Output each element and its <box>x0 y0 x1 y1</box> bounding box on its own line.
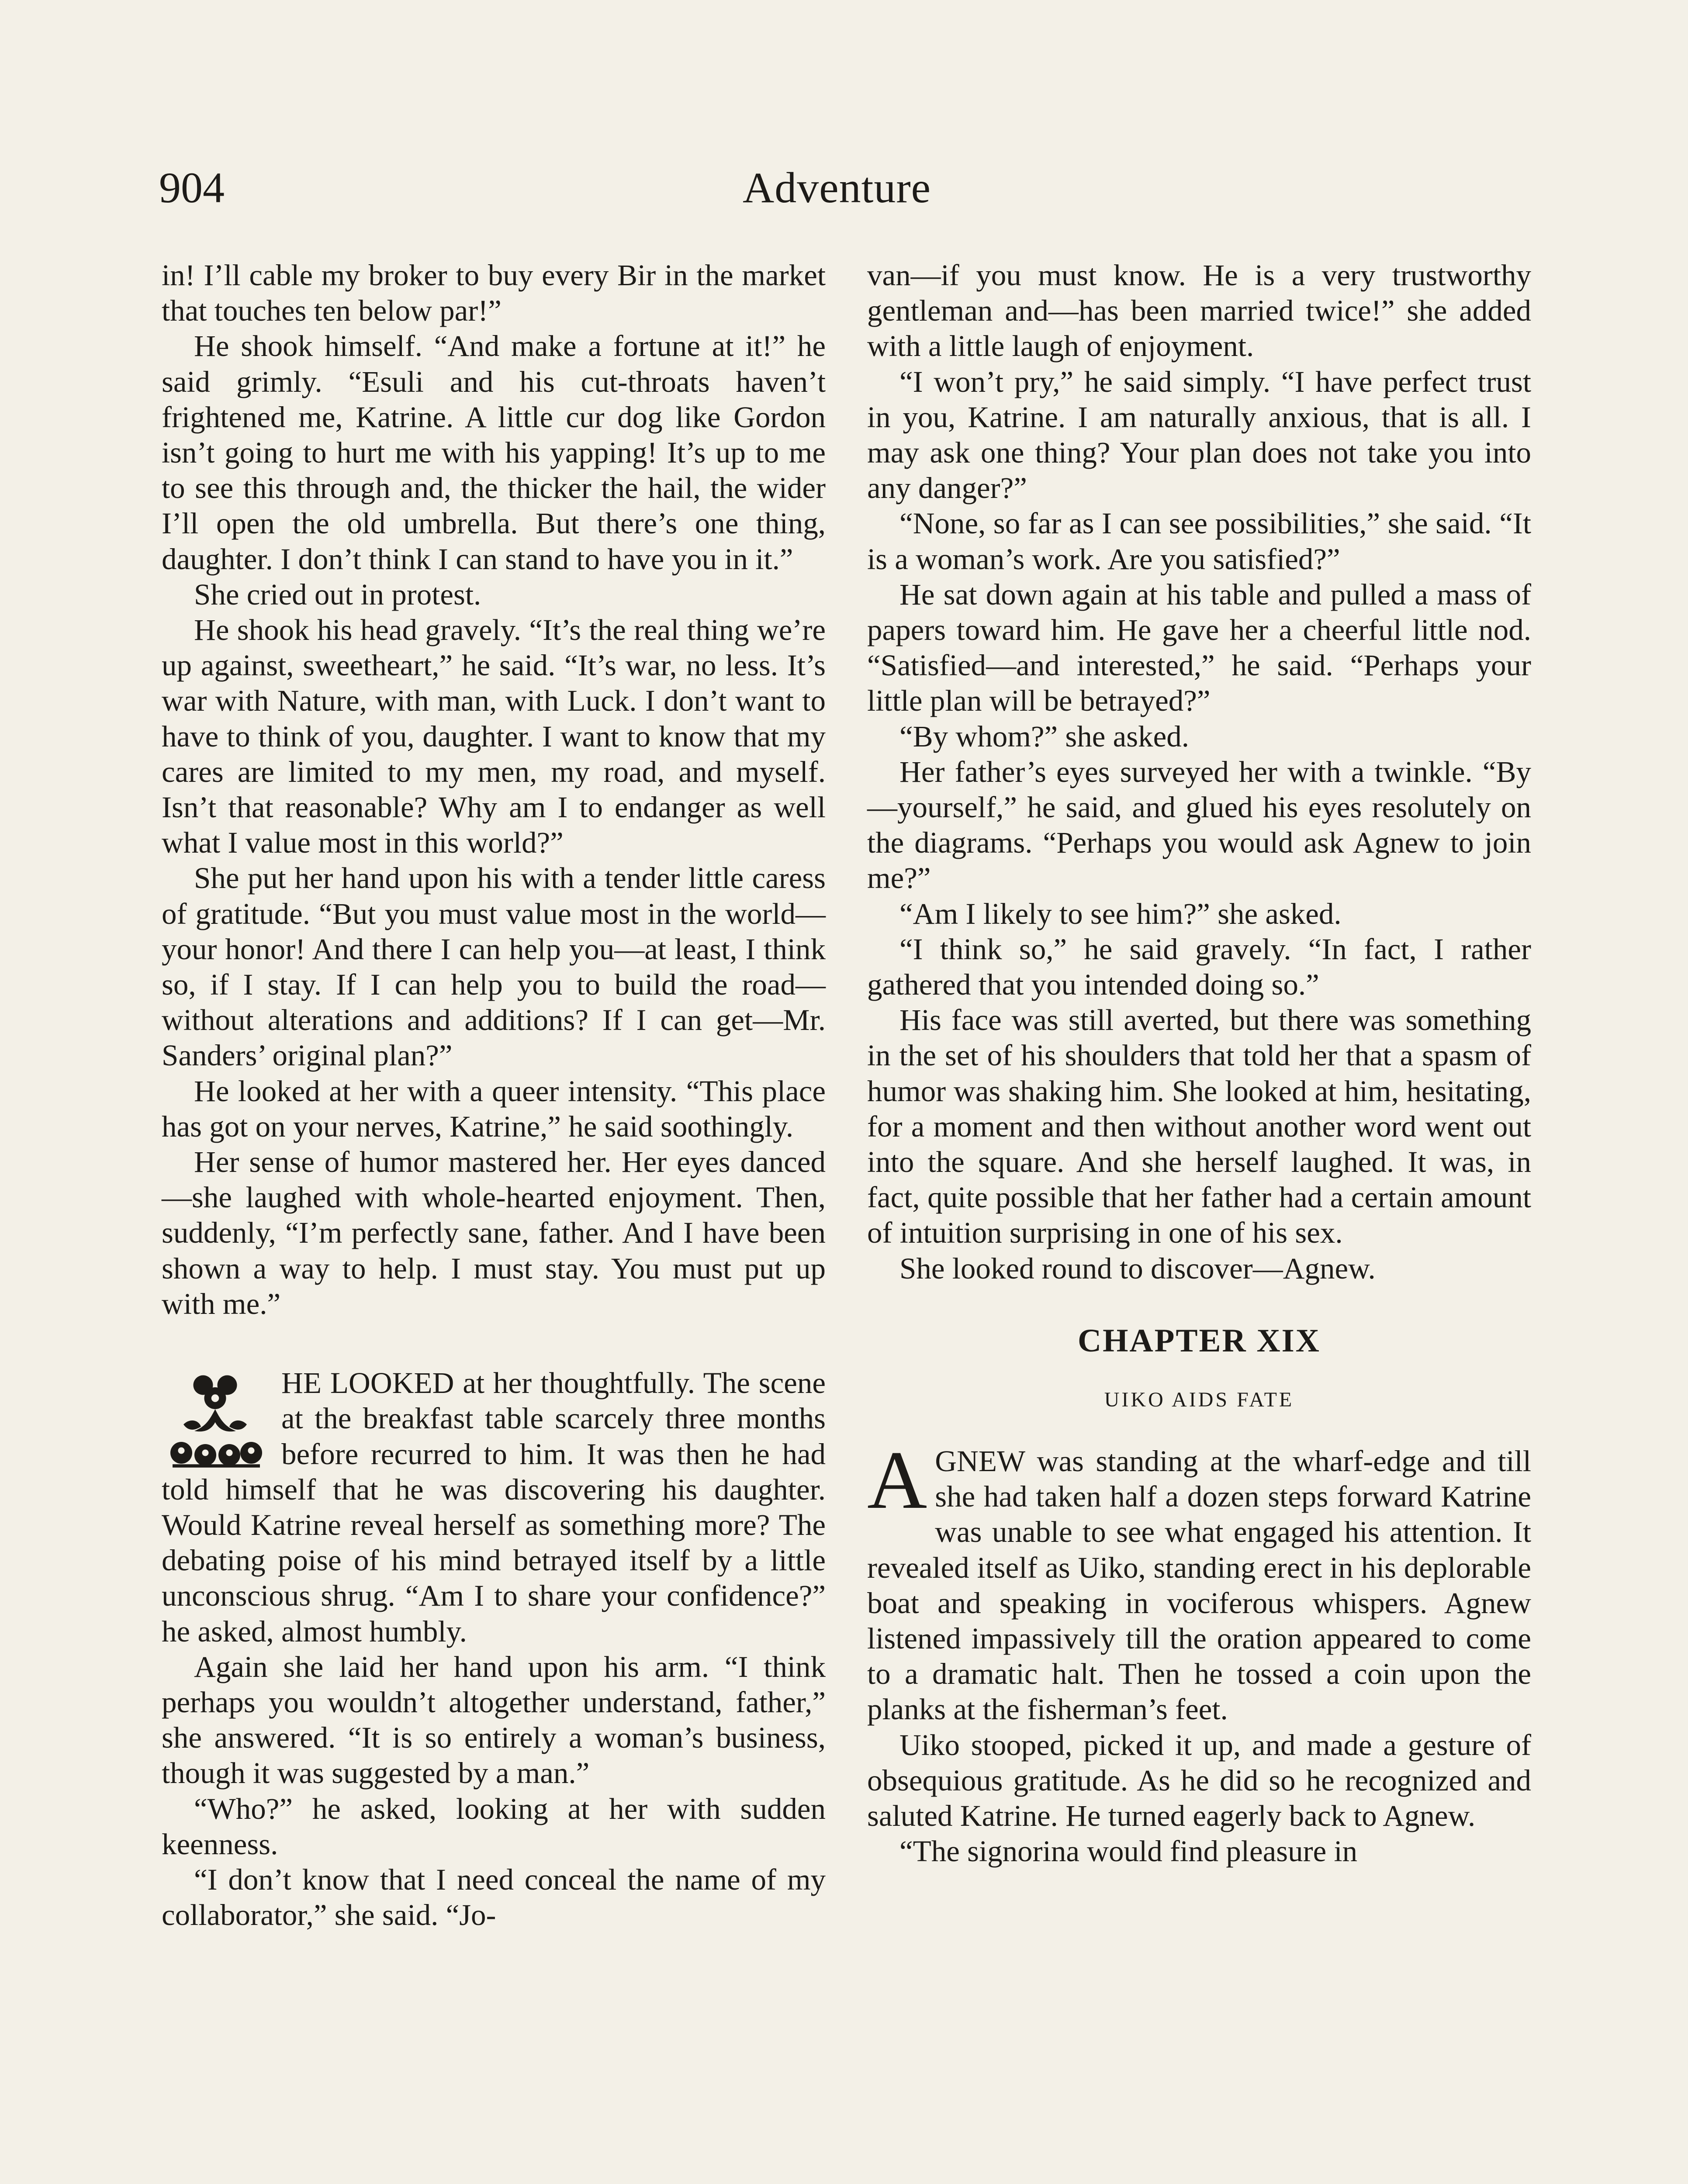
paragraph: He sat down again at his table and pulled a mass of papers toward him. He gave her a cheerful little nod. “Satisfied—and interested,” he said. “Perhaps your little plan will be betrayed?” <box>867 577 1531 718</box>
chapter-spacer <box>867 1286 1531 1321</box>
paragraph: “I think so,” he said gravely. “In fact, I rather gathered that you intended doing so.” <box>867 932 1531 1002</box>
paragraph: Again she laid her hand upon his arm. “I think perhaps you wouldn’t altogether understand, father,” she answered. “It is so entirely a woman’s business, though it was suggested by a man.” <box>162 1650 826 1790</box>
paragraph: She cried out in protest. <box>194 577 481 611</box>
paragraph: Her father’s eyes surveyed her with a twinkle. “By—yourself,” he said, and glued his eyes resolutely on the diagrams. “Perhaps you would ask Agnew to join me?” <box>867 755 1531 895</box>
running-head: Adventure <box>743 163 931 212</box>
paragraph: He looked at her with a queer intensity. “This place has got on your nerves, Katrine,” he said soothingly. <box>162 1074 826 1143</box>
paragraph: “Who?” he asked, looking at her with sudden keenness. <box>162 1792 826 1861</box>
section-break <box>162 1322 826 1365</box>
paragraph: Her sense of humor mastered her. Her eyes danced—she laughed with whole-hearted enjoyment. Then, suddenly, “I’m perfectly sane, father. And I have been shown a way to help. I must stay. You must put up with me.” <box>162 1145 826 1320</box>
right-column <box>867 258 1531 1869</box>
left-column <box>162 258 826 1933</box>
drop-cap: A <box>867 1434 927 1526</box>
paragraph: “By whom?” she asked. <box>899 719 1189 753</box>
paragraph: van—if you must know. He is a very trustworthy gentleman and—has been married twice!” she added with a little laugh of enjoyment. <box>867 259 1531 363</box>
paragraph: Uiko stooped, picked it up, and made a gesture of obsequious gratitude. As he did so he recognized and saluted Katrine. He turned eagerly back to Agnew. <box>867 1728 1531 1832</box>
paragraph: He shook his head gravely. “It’s the real thing we’re up against, sweetheart,” he said. “It’s war, no less. It’s war with Nature, with man, with Luck. I don’t want to have to think of you, daughter. I want to know that my cares are limited to my men, my road, and myself. Isn’t that reasonable? Why am I to endanger as well what I value most in this world?” <box>162 613 826 860</box>
paragraph: “I don’t know that I need conceal the name of my collaborator,” she said. “Jo- <box>162 1863 826 1932</box>
paragraph: She put her hand upon his with a tender little caress of gratitude. “But you must value most in the world—your honor! And there I can help you—at least, I think so, if I stay. If I can help you to build the road—without alterations and additions? If I can get—Mr. Sanders’ original plan?” <box>162 861 826 1072</box>
paragraph: in! I’ll cable my broker to buy every Bir in the market that touches ten below par!” <box>162 259 826 328</box>
paragraph: “I won’t pry,” he said simply. “I have perfect trust in you, Katrine. I am naturally anxious, that is all. I may ask one thing? Your plan does not take you into any danger?” <box>867 365 1531 505</box>
paragraph: HE LOOKED at her thoughtfully. The scene at the breakfast table scarcely three months before recurred to him. It was then he had told himself that he was discovering his daughter. Would Katrine reveal herself as something more? The debating poise of his mind betrayed itself by a little unconscious shrug. “Am I to share your confidence?” he asked, almost humbly. <box>162 1366 826 1648</box>
chapter-first-paragraph <box>867 1434 1531 1728</box>
chapter-subtitle: UIKO AIDS FATE <box>1104 1388 1294 1411</box>
paragraph: He shook himself. “And make a fortune at it!” he said grimly. “Esuli and his cut-throats haven’t frightened me, Katrine. A little cur dog like Gordon isn’t going to hurt me with his yapping! It’s up to me to see this through and, the thicker the hail, the wider I’ll open the old umbrella. But there’s one thing, daughter. I don’t think I can stand to have you in it.” <box>162 329 826 576</box>
floral-ornament-icon <box>162 1370 271 1470</box>
paragraph: His face was still averted, but there was something in the set of his shoulders that told her that a spasm of humor was shaking him. She looked at him, hesitating, for a moment and then without another word went out into the square. And she herself laughed. It was, in fact, quite possible that her father had a certain amount of intuition surprising in one of his sex. <box>867 1003 1531 1250</box>
paragraph: “Am I likely to see him?” she asked. <box>899 897 1342 930</box>
paragraph: “The signorina would find pleasure in <box>899 1835 1358 1868</box>
paragraph: She looked round to discover—Agnew. <box>899 1251 1376 1285</box>
chapter-heading: CHAPTER XIX <box>1078 1322 1321 1359</box>
paragraph: “None, so far as I can see possibilities,” she said. “It is a woman’s work. Are you satisfied?” <box>867 507 1531 576</box>
chapter-first-paragraph-text: GNEW was standing at the wharf-edge and till she had taken half a dozen steps forward Katrine was unable to see what engaged his attention. It revealed itself as Uiko, standing erect in his deplorable boat and speaking in vociferous whispers. Agnew listened impassively till the oration appeared to come to a dramatic halt. Then he tossed a coin upon the planks at the fisherman’s feet. <box>867 1444 1531 1726</box>
page-number: 904 <box>159 163 225 212</box>
section-opening <box>162 1365 826 1649</box>
